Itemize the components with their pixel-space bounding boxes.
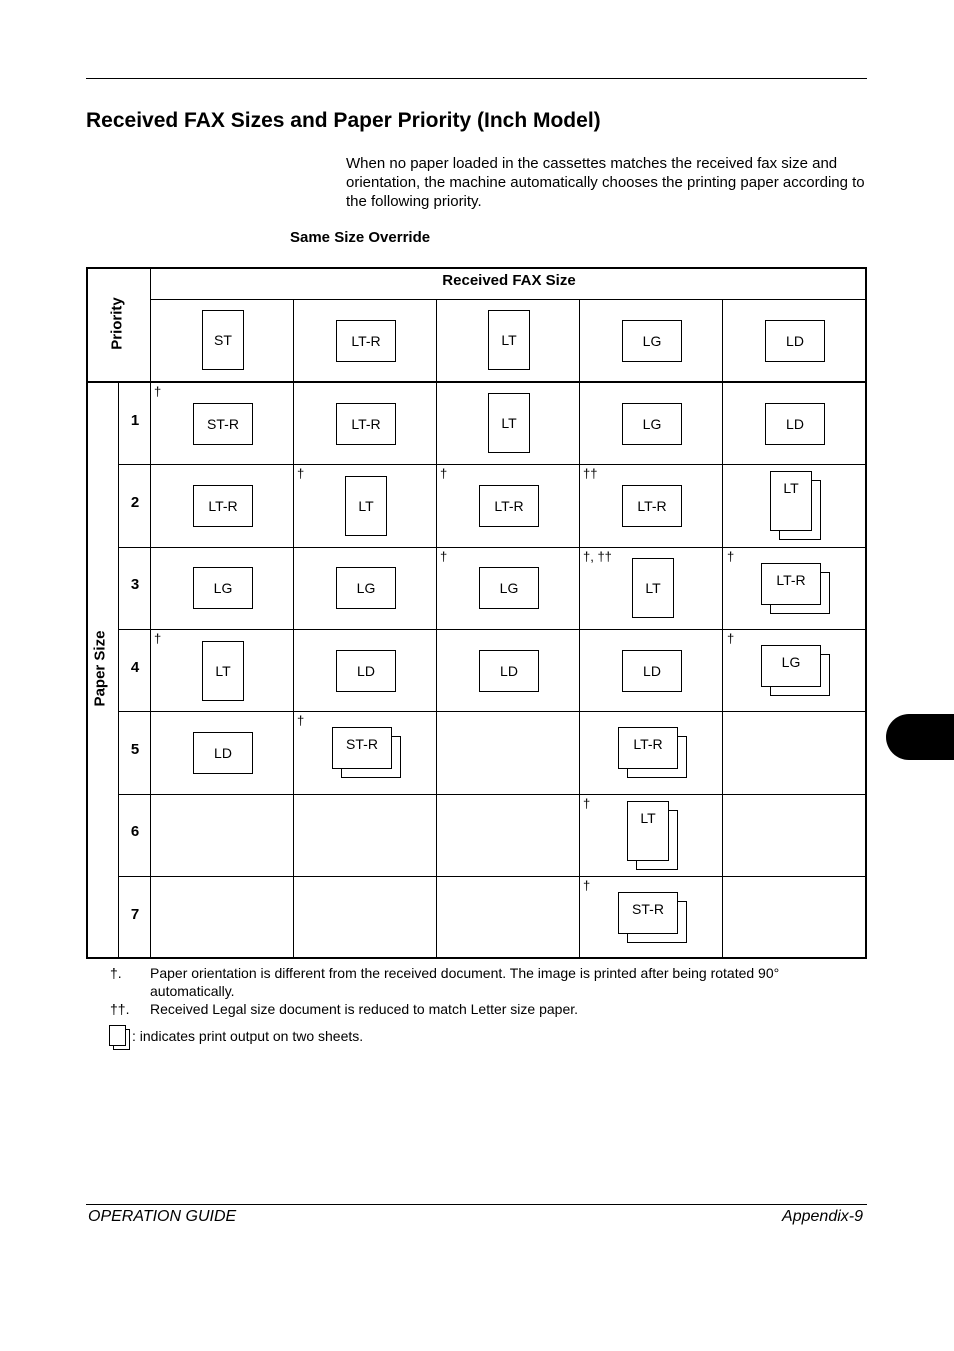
page-title: Received FAX Sizes and Paper Priority (Inch Model) [86,109,601,132]
paper-size-icon [193,403,253,445]
paper-size-icon [479,567,539,609]
paper-size-icon [193,567,253,609]
footnote-dagger-text-cont: automatically. [150,983,235,999]
fax-size-icon [488,310,530,370]
paper-size-label: LD [214,745,232,761]
footer-guide-name: OPERATION GUIDE [88,1208,237,1225]
rotation-mark: † [154,384,162,399]
section-subheading: Same Size Override [290,229,431,246]
footnote-dagger-symbol: †. [110,965,122,981]
two-sheet-paper-icon [761,645,821,687]
paper-size-label: Paper Size [91,630,109,707]
two-sheets-legend-text: : indicates print output on two sheets. [132,1028,364,1044]
two-sheet-paper-icon [627,801,669,861]
rotation-mark: † [297,713,305,728]
table-frame [86,267,867,959]
paper-size-label: ST-R [632,901,664,917]
paper-size-label: LT [501,415,517,431]
paper-size-icon [479,485,539,527]
row-number: 2 [130,494,140,511]
paper-size-icon [622,403,682,445]
paper-size-label: LT-R [633,736,663,752]
paper-size-label: LD [357,663,375,679]
paper-size-icon [488,393,530,453]
two-sheet-paper-icon [761,563,821,605]
paper-size-label: LT-R [208,498,238,514]
fax-size-label: LT [501,332,517,348]
paper-size-label: LT-R [637,498,667,514]
rotation-mark: † [440,549,448,564]
paper-size-label: ST-R [207,416,239,432]
paper-size-label: LT [640,810,656,826]
paper-size-icon [632,558,674,618]
paper-size-label: LD [500,663,518,679]
paper-size-icon [193,485,253,527]
fax-size-icon [336,320,396,362]
paper-size-icon [479,650,539,692]
paper-size-label: ST-R [346,736,378,752]
paper-size-icon [622,485,682,527]
paper-size-label: LG [642,416,662,432]
rotation-mark: † [154,631,162,646]
fax-size-icon [622,320,682,362]
paper-size-icon [765,403,825,445]
footnote-dagger-text: Paper orientation is different from the received document. The image is printed after being rotated 90° [150,965,780,981]
fax-size-label: LG [642,333,662,349]
fax-size-icon [202,310,244,370]
fax-size-icon [765,320,825,362]
paper-size-label: LG [499,580,519,596]
paper-size-icon [193,732,253,774]
received-fax-size-header: Received FAX Size [442,272,576,289]
paper-size-label: LT [783,480,799,496]
row-number: 1 [130,412,140,429]
paper-size-label: LD [786,416,804,432]
paper-size-label: LT-R [351,416,381,432]
priority-label: Priority [108,297,126,350]
rotation-mark: † [583,796,591,811]
two-sheets-legend-icon [109,1025,131,1049]
row-number: 7 [130,906,140,923]
rotation-mark: † [727,631,735,646]
intro-paragraph: When no paper loaded in the cassettes matches the received fax size and orientation, the machine automatically chooses the printing paper according to the following priority. [346,155,865,210]
header-rule [86,78,867,79]
fax-size-label: LD [786,333,804,349]
paper-size-label: LD [643,663,661,679]
paper-size-icon [202,641,244,701]
paper-size-label: LG [781,654,801,670]
fax-size-label: ST [214,332,232,348]
two-sheet-paper-icon [618,727,678,769]
paper-size-label: LT [358,498,374,514]
row-number: 3 [130,576,140,593]
paper-size-icon [336,567,396,609]
paper-size-icon [336,403,396,445]
footer-rule [86,1204,867,1205]
paper-size-label: LT [215,663,231,679]
paper-size-label: LG [356,580,376,596]
chapter-tab [886,714,954,760]
paper-size-label: LG [213,580,233,596]
fax-size-label: LT-R [351,333,381,349]
paper-size-icon [345,476,387,536]
rotation-mark: † [297,466,305,481]
rotation-mark: † [440,466,448,481]
footnote-double-dagger-symbol: ††. [110,1001,130,1017]
row-number: 6 [130,823,140,840]
row-number: 5 [130,741,140,758]
footnote-double-dagger-text: Received Legal size document is reduced to match Letter size paper. [150,1001,579,1017]
rotation-reduction-mark: †, †† [583,549,612,564]
two-sheet-paper-icon [618,892,678,934]
rotation-mark: † [583,878,591,893]
footer-page-number: Appendix-9 [782,1208,863,1225]
two-sheet-paper-icon [332,727,392,769]
paper-size-icon [336,650,396,692]
paper-size-icon [622,650,682,692]
paper-size-label: LT-R [776,572,806,588]
rotation-mark: † [727,549,735,564]
paper-size-label: LT-R [494,498,524,514]
paper-size-label: LT [645,580,661,596]
row-number: 4 [130,659,140,676]
priority-table [86,267,867,959]
two-sheet-paper-icon [770,471,812,531]
reduction-mark: †† [583,466,598,481]
